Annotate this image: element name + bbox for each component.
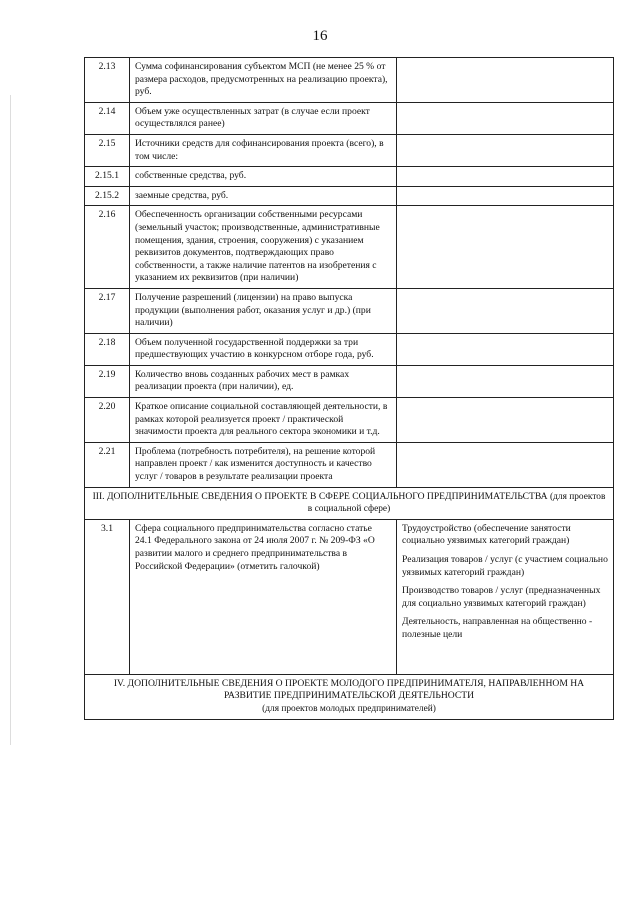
row-number: 2.15.1 — [85, 167, 130, 187]
section-3-note: (для проектов в социальной сфере) — [307, 491, 606, 515]
section-3-title: III. ДОПОЛНИТЕЛЬНЫЕ СВЕДЕНИЯ О ПРОЕКТЕ В СФЕРЕ СОЦИАЛЬНОГО ПРЕДПРИНИМАТЕЛЬСТВА — [92, 490, 548, 502]
row-value-cell[interactable] — [397, 365, 614, 397]
row-description: заемные средства, руб. — [130, 186, 397, 206]
table-row — [85, 398, 614, 443]
row-number: 2.15.2 — [85, 186, 130, 206]
scan-edge-line — [10, 95, 11, 745]
row-description: Сфера социального предпринимательства согласно статье 24.1 Федерального закона от 24 июля 2007 г. № 209-ФЗ «О развитии малого и среднего предпринимательства в Российской Федерации» (отметить галочкой) — [130, 519, 397, 674]
application-form-table — [84, 57, 614, 720]
option-production[interactable]: Производство товаров / услуг (предназначенных для социально уязвимых категорий граждан) — [402, 585, 601, 609]
row-value-cell[interactable] — [397, 186, 614, 206]
row-number: 2.17 — [85, 288, 130, 333]
table-row — [85, 58, 614, 103]
row-description: Объем полученной государственной поддержки за три предшествующих участию в конкурсном отборе года, руб. — [130, 333, 397, 365]
section-4-note: (для проектов молодых предпринимателей) — [262, 704, 436, 714]
row-description: Краткое описание социальной составляющей деятельности, в рамках которой реализуется проект / практической значимости проекта для реального сектора экономики и т.д. — [130, 398, 397, 443]
table-row-3-1 — [85, 519, 614, 674]
social-sphere-options — [397, 519, 614, 674]
page-number: 16 — [312, 28, 328, 44]
row-description: Сумма софинансирования субъектом МСП (не менее 25 % от размера расходов, предусмотренных на реализацию проекта), руб. — [130, 58, 397, 103]
table-row — [85, 333, 614, 365]
section-3-header — [85, 487, 614, 519]
row-value-cell[interactable] — [397, 206, 614, 289]
row-number: 2.18 — [85, 333, 130, 365]
row-value-cell[interactable] — [397, 134, 614, 166]
table-row — [85, 365, 614, 397]
section-4-title: IV. ДОПОЛНИТЕЛЬНЫЕ СВЕДЕНИЯ О ПРОЕКТЕ МОЛОДОГО ПРЕДПРИНИМАТЕЛЯ, НАПРАВЛЕННОМ НА РАЗВИТИЕ ПРЕДПРИНИМАТЕЛЬСКОЙ ДЕЯТЕЛЬНОСТИ — [113, 677, 585, 702]
row-description: Количество вновь созданных рабочих мест в рамках реализации проекта (при наличии), ед. — [130, 365, 397, 397]
table-row — [85, 102, 614, 134]
row-number: 2.20 — [85, 398, 130, 443]
section-4-header-row — [85, 674, 614, 719]
row-value-cell[interactable] — [397, 167, 614, 187]
row-description: Обеспеченность организации собственными ресурсами (земельный участок; производственные, административные помещения, здания, строения, сооружения) с указанием реквизитов документов, подтверждающих право собственности, а также наличие патентов на изобретения с указанием их реквизитов (при наличии) — [130, 206, 397, 289]
row-description: Объем уже осуществленных затрат (в случае если проект осуществлялся ранее) — [130, 102, 397, 134]
table-row — [85, 167, 614, 187]
row-description: собственные средства, руб. — [130, 167, 397, 187]
section-4-header — [85, 674, 614, 719]
row-number: 2.15 — [85, 134, 130, 166]
row-description: Источники средств для софинансирования проекта (всего), в том числе: — [130, 134, 397, 166]
option-public-benefit[interactable]: Деятельность, направленная на общественно - полезные цели — [402, 616, 593, 640]
row-value-cell[interactable] — [397, 442, 614, 487]
row-value-cell[interactable] — [397, 102, 614, 134]
row-value-cell[interactable] — [397, 288, 614, 333]
row-description: Проблема (потребность потребителя), на решение которой направлен проект / как изменится доступность и качество услуг / товаров в результате реализации проекта — [130, 442, 397, 487]
table-row — [85, 206, 614, 289]
row-value-cell[interactable] — [397, 58, 614, 103]
row-number: 2.21 — [85, 442, 130, 487]
row-number: 3.1 — [85, 519, 130, 674]
option-employment[interactable]: Трудоустройство (обеспечение занятости социально уязвимых категорий граждан) — [402, 522, 571, 547]
option-sales[interactable]: Реализация товаров / услуг (с участием социально уязвимых категорий граждан) — [402, 554, 608, 578]
row-number: 2.16 — [85, 206, 130, 289]
row-number: 2.13 — [85, 58, 130, 103]
row-number: 2.19 — [85, 365, 130, 397]
table-row — [85, 442, 614, 487]
table-row — [85, 186, 614, 206]
row-description: Получение разрешений (лицензии) на право выпуска продукции (выполнения работ, оказания услуг и др.) (при наличии) — [130, 288, 397, 333]
section-3-header-row — [85, 487, 614, 519]
row-value-cell[interactable] — [397, 333, 614, 365]
table-row — [85, 134, 614, 166]
row-value-cell[interactable] — [397, 398, 614, 443]
row-number: 2.14 — [85, 102, 130, 134]
table-row — [85, 288, 614, 333]
